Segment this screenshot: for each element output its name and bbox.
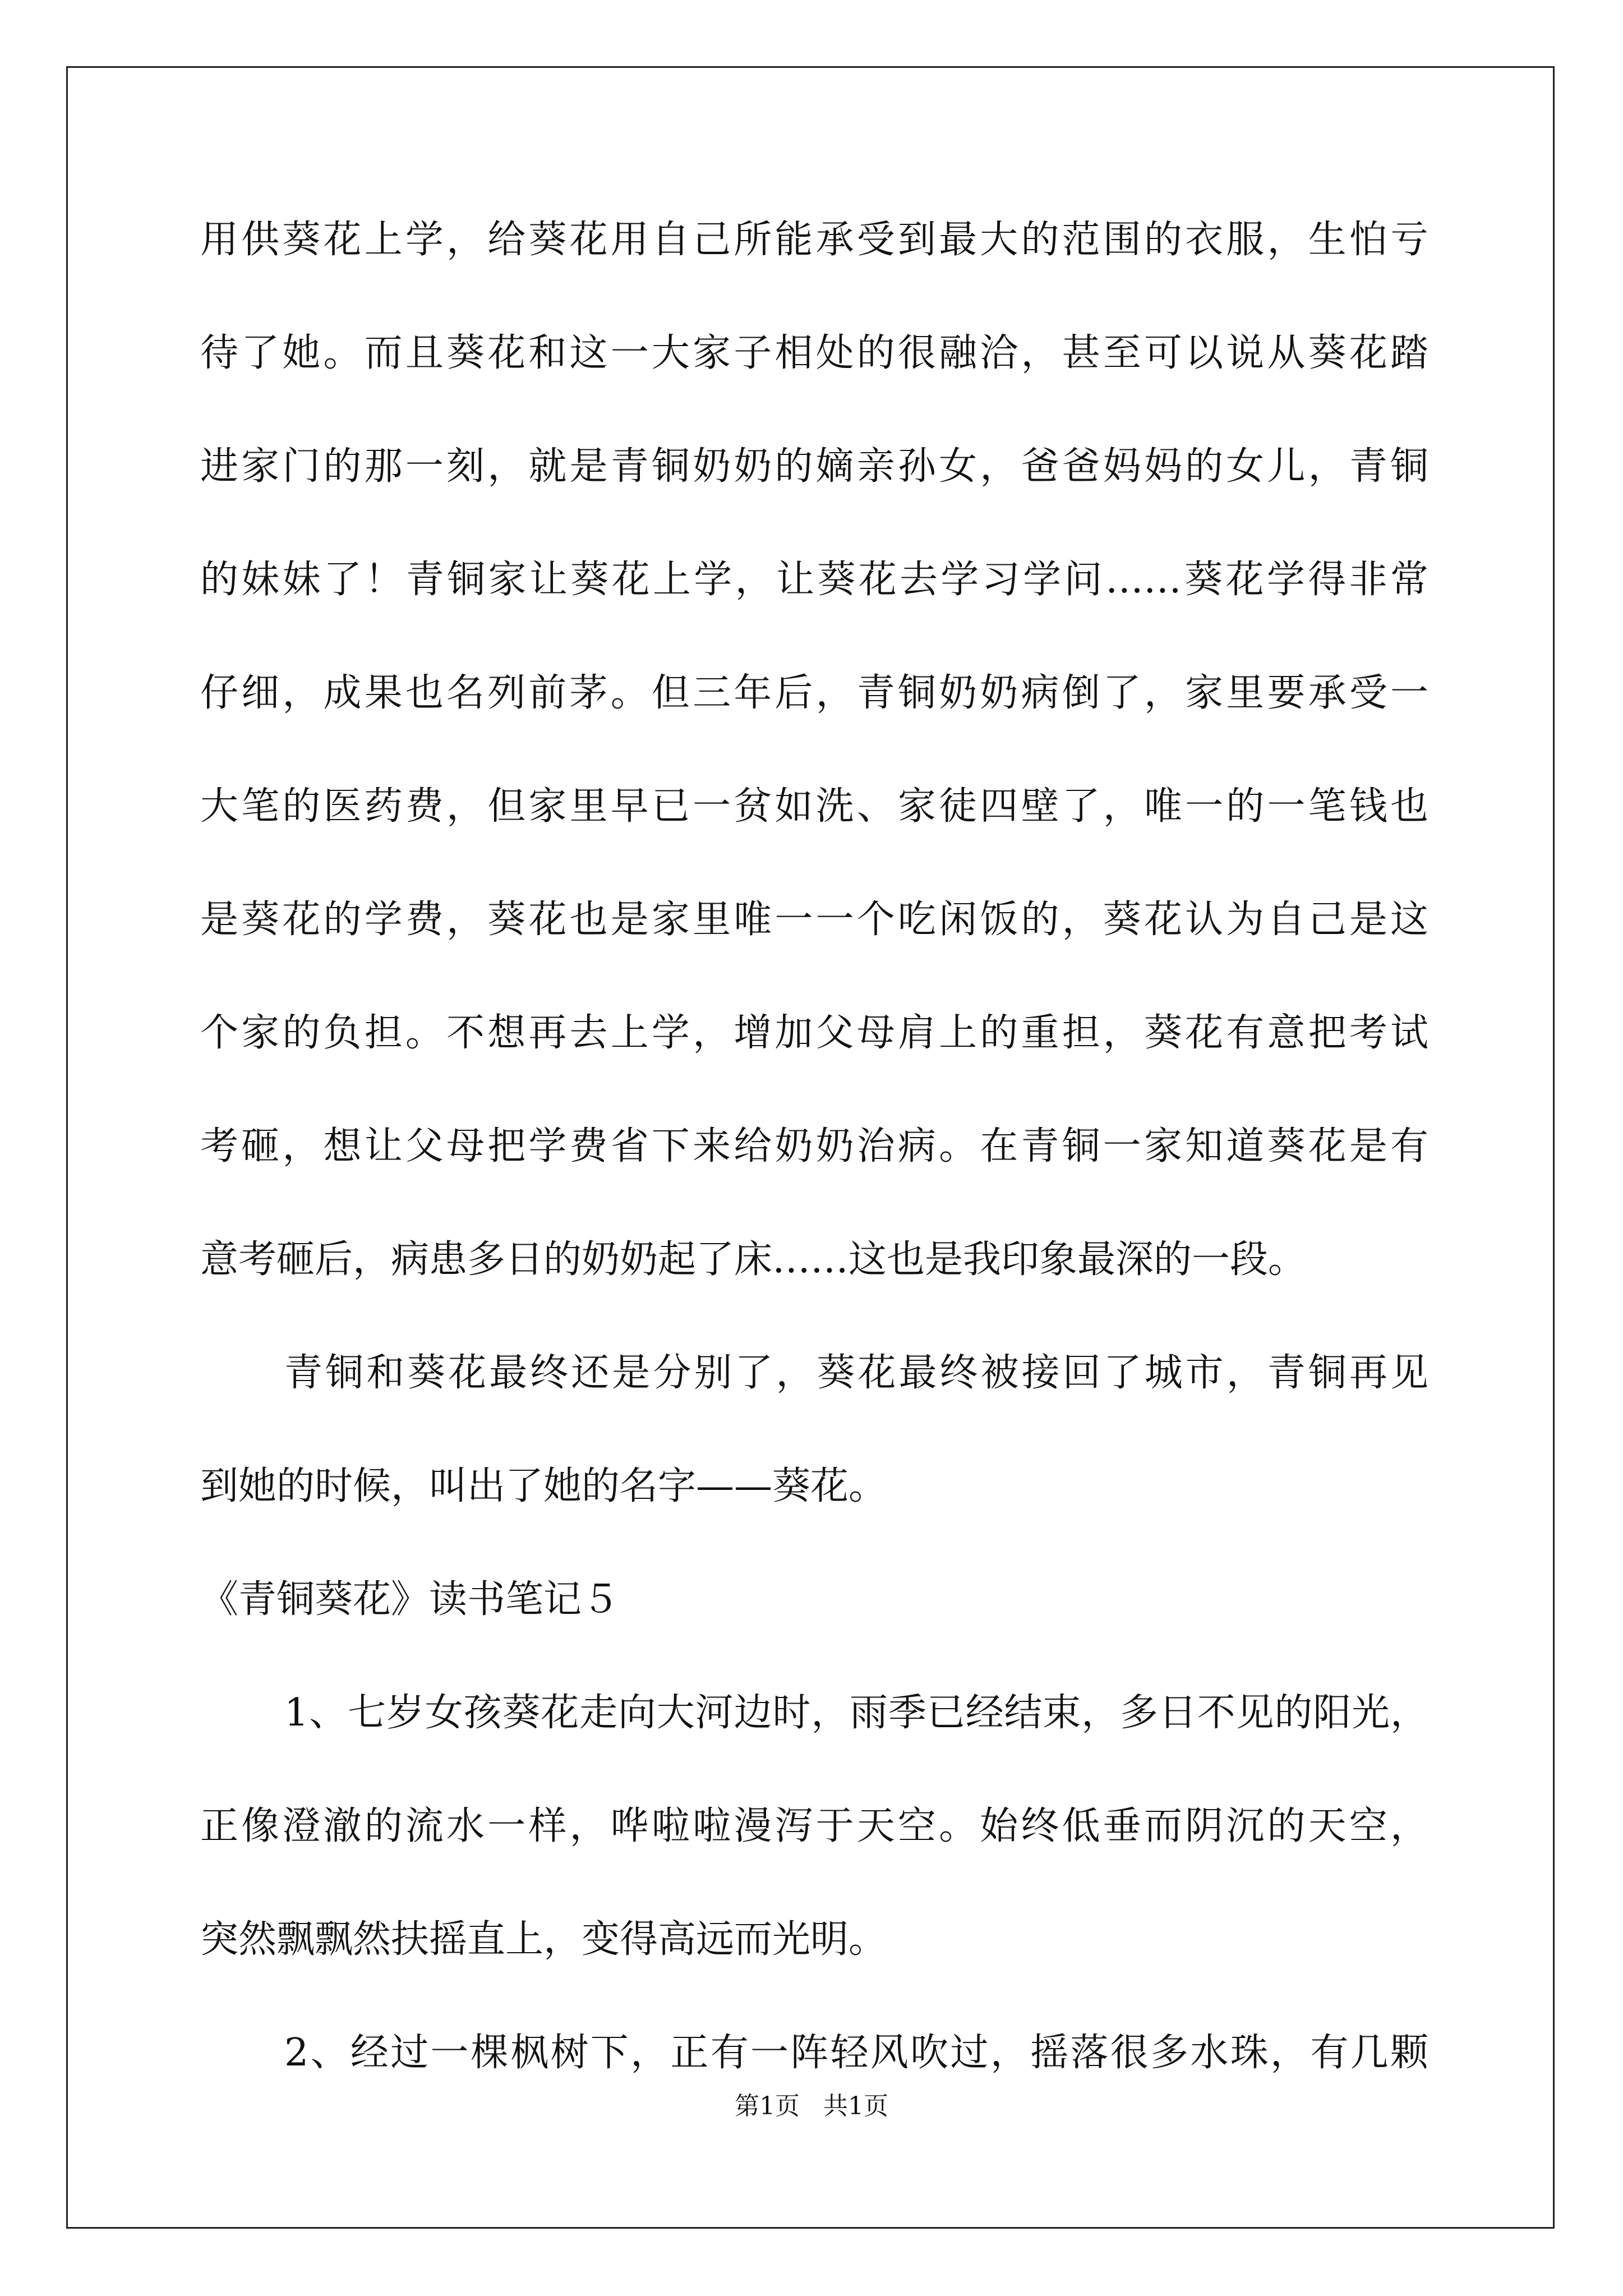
- text-line: 大笔的医药费，但家里早已一贫如洗、家徒四壁了，唯一的一笔钱也: [200, 784, 1428, 829]
- text-line: 到她的时候，叫出了她的名字——葵花。: [200, 1464, 887, 1508]
- text-line: 是葵花的学费，葵花也是家里唯一一个吃闲饭的，葵花认为自己是这: [200, 898, 1428, 942]
- text-line: 正像澄澈的流水一样，哗啦啦漫泻于天空。始终低垂而阴沉的天空，: [200, 1804, 1428, 1848]
- text-line: 意考砸后，病患多日的奶奶起了床……这也是我印象最深的一段。: [200, 1237, 1307, 1282]
- text-line: 进家门的那一刻，就是青铜奶奶的嫡亲孙女，爸爸妈妈的女儿，青铜: [200, 444, 1428, 489]
- text-line: 待了她。而且葵花和这一大家子相处的很融洽，甚至可以说从葵花踏: [200, 331, 1428, 375]
- text-line: 仔细，成果也名列前茅。但三年后，青铜奶奶病倒了，家里要承受一: [200, 671, 1428, 715]
- text-line: 的妹妹了！青铜家让葵花上学，让葵花去学习学问……葵花学得非常: [200, 558, 1428, 602]
- page-footer: 第1页 共1页: [735, 2092, 888, 2120]
- text-line: 2、经过一棵枫树下，正有一阵轻风吹过，摇落很多水珠，有几颗: [284, 2031, 1428, 2075]
- text-line: 个家的负担。不想再去上学，增加父母肩上的重担，葵花有意把考试: [200, 1011, 1428, 1055]
- text-line: 青铜和葵花最终还是分别了，葵花最终被接回了城市，青铜再见: [284, 1351, 1428, 1395]
- text-line: 考砸，想让父母把学费省下来给奶奶治病。在青铜一家知道葵花是有: [200, 1124, 1428, 1168]
- text-line: 突然飘飘然扶摇直上，变得高远而光明。: [200, 1917, 887, 1962]
- section-title: 《青铜葵花》读书笔记５: [200, 1577, 620, 1622]
- text-line: 用供葵花上学，给葵花用自己所能承受到最大的范围的衣服，生怕亏: [200, 218, 1428, 262]
- text-line: 1、七岁女孩葵花走向大河边时，雨季已经结束，多日不见的阳光，: [284, 1691, 1428, 1735]
- document-body: [200, 212, 1428, 2138]
